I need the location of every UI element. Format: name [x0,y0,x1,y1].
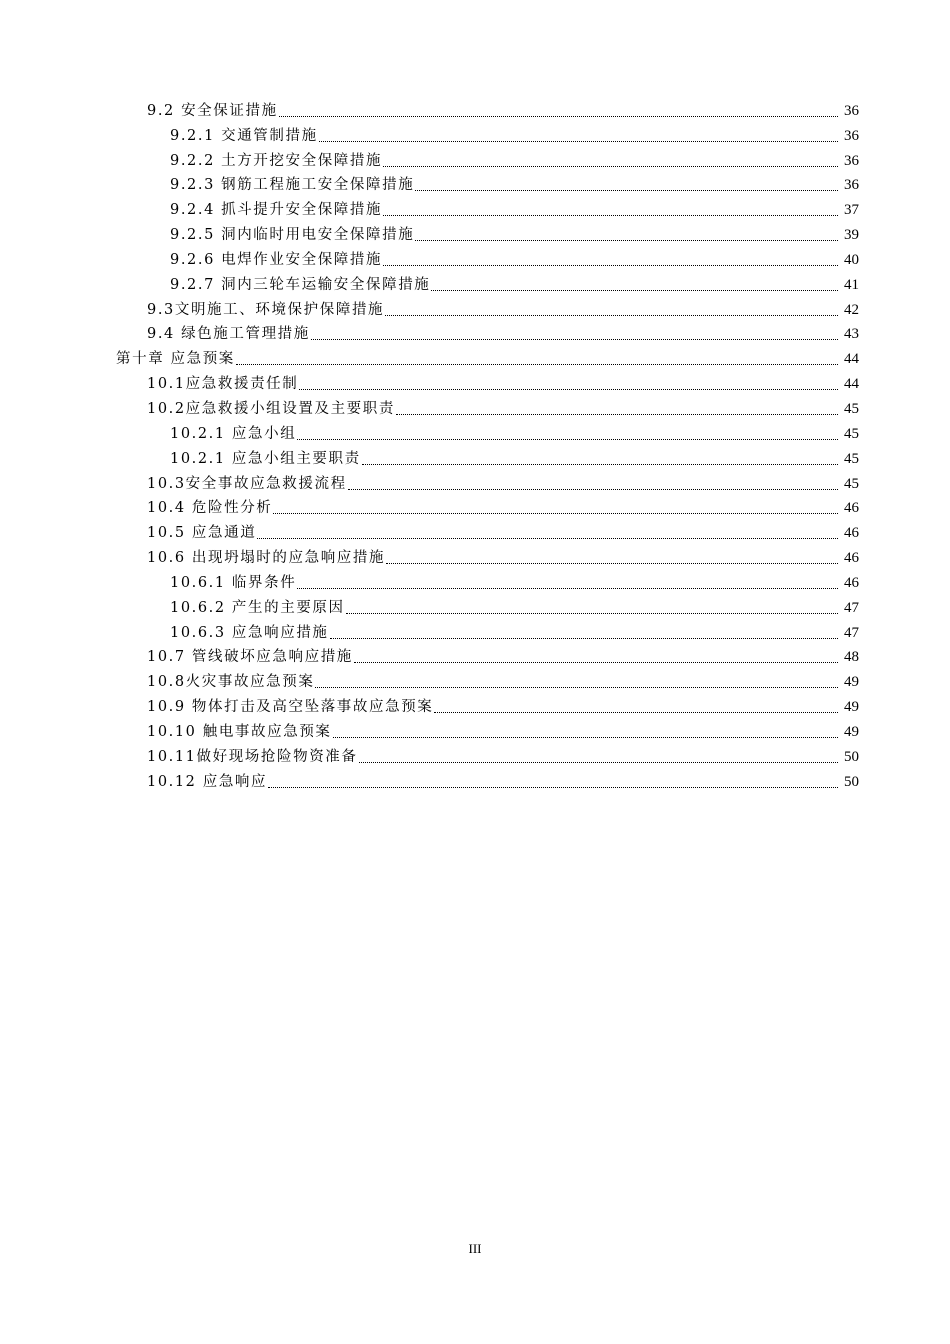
toc-entry[interactable] [0,518,950,543]
toc-entry[interactable] [0,543,950,568]
toc-entry-title: 9.2.7 洞内三轮车运输安全保障措施 [170,276,431,293]
toc-entry[interactable] [0,171,950,196]
toc-entry-page-number: 42 [844,301,859,318]
toc-entry-title: 9.2.3 钢筋工程施工安全保障措施 [170,177,415,194]
toc-entry[interactable] [0,96,950,121]
toc-entry-page-number: 50 [844,773,859,790]
toc-entry-title: 10.10 触电事故应急预案 [147,723,332,740]
page-number-footer: III [468,1241,482,1256]
toc-entry[interactable] [0,444,950,469]
toc-entry[interactable] [0,369,950,394]
toc-dot-leader [415,190,838,191]
toc-entry[interactable] [0,593,950,618]
toc-entry-title: 第十章 应急预案 [116,351,235,368]
toc-entry[interactable] [0,469,950,494]
toc-dot-leader [386,563,838,564]
toc-entry[interactable] [0,667,950,692]
toc-entry-page-number: 50 [844,748,859,765]
toc-dot-leader [273,513,838,514]
toc-entry[interactable] [0,494,950,519]
toc-entry[interactable] [0,270,950,295]
toc-entry-page-number: 46 [844,500,859,517]
toc-dot-leader [354,662,838,663]
toc-dot-leader [319,141,838,142]
toc-entry-page-number: 45 [844,425,859,442]
toc-entry[interactable] [0,767,950,792]
toc-dot-leader [431,290,838,291]
toc-entry[interactable] [0,344,950,369]
toc-entry-title: 10.7 管线破坏应急响应措施 [147,649,353,666]
toc-dot-leader [297,439,838,440]
toc-entry-page-number: 49 [844,723,859,740]
toc-entry-title: 9.2.4 抓斗提升安全保障措施 [170,202,383,219]
toc-entry[interactable] [0,245,950,270]
toc-entry[interactable] [0,320,950,345]
toc-entry-title: 10.6.2 产生的主要原因 [170,599,345,616]
toc-entry-page-number: 36 [844,102,859,119]
toc-entry-title: 9.2.1 交通管制措施 [170,127,318,144]
toc-dot-leader [330,638,838,639]
toc-entry-title: 10.2.1 应急小组主要职责 [170,450,361,467]
toc-dot-leader [385,315,838,316]
toc-entry-title: 10.6.3 应急响应措施 [170,624,329,641]
toc-entry-title: 9.2.2 土方开挖安全保障措施 [170,152,383,169]
toc-dot-leader [396,414,838,415]
toc-entry[interactable] [0,220,950,245]
toc-entry-page-number: 49 [844,699,859,716]
toc-entry-page-number: 46 [844,525,859,542]
toc-dot-leader [257,538,838,539]
toc-entry[interactable] [0,195,950,220]
toc-entry-title: 9.2 安全保证措施 [147,102,278,119]
toc-entry-title: 10.12 应急响应 [147,773,268,790]
toc-entry-page-number: 45 [844,450,859,467]
toc-dot-leader [279,116,838,117]
toc-entry-title: 10.1应急救援责任制 [147,376,299,393]
toc-entry-page-number: 36 [844,177,859,194]
toc-dot-leader [236,364,838,365]
toc-entry[interactable] [0,742,950,767]
toc-entry-page-number: 37 [844,202,859,219]
toc-entry-title: 9.4 绿色施工管理措施 [147,326,310,343]
toc-dot-leader [297,588,838,589]
toc-dot-leader [434,712,838,713]
toc-entry-title: 10.8火灾事故应急预案 [147,674,315,691]
toc-entry-title: 10.11做好现场抢险物资准备 [147,748,358,765]
toc-entry-page-number: 41 [844,276,859,293]
toc-entry-page-number: 40 [844,251,859,268]
toc-entry-page-number: 36 [844,152,859,169]
toc-entry[interactable] [0,394,950,419]
toc-dot-leader [268,787,838,788]
toc-entry-title: 10.3安全事故应急救援流程 [147,475,347,492]
toc-entry-page-number: 47 [844,624,859,641]
toc-entry[interactable] [0,295,950,320]
toc-entry-title: 10.6.1 临界条件 [170,574,297,591]
toc-dot-leader [315,687,838,688]
toc-entry[interactable] [0,568,950,593]
toc-entry-title: 9.3文明施工、环境保护保障措施 [147,301,385,318]
toc-dot-leader [383,265,838,266]
toc-entry-title: 10.5 应急通道 [147,525,257,542]
toc-entry-title: 10.9 物体打击及高空坠落事故应急预案 [147,699,434,716]
toc-entry-page-number: 46 [844,574,859,591]
toc-dot-leader [383,215,838,216]
toc-entry[interactable] [0,146,950,171]
toc-dot-leader [348,489,838,490]
toc-entry[interactable] [0,717,950,742]
toc-entry-title: 10.4 危险性分析 [147,500,273,517]
toc-entry-title: 9.2.5 洞内临时用电安全保障措施 [170,227,415,244]
toc-dot-leader [311,339,838,340]
toc-entry-page-number: 44 [844,351,859,368]
toc-entry[interactable] [0,121,950,146]
toc-entry-page-number: 45 [844,475,859,492]
toc-dot-leader [359,762,838,763]
toc-entry-title: 10.6 出现坍塌时的应急响应措施 [147,550,386,567]
toc-entry-page-number: 36 [844,127,859,144]
toc-entry[interactable] [0,643,950,668]
toc-dot-leader [362,464,838,465]
toc-entry-title: 10.2.1 应急小组 [170,425,297,442]
toc-entry-page-number: 39 [844,227,859,244]
toc-dot-leader [333,737,838,738]
toc-entry[interactable] [0,419,950,444]
toc-entry-title: 9.2.6 电焊作业安全保障措施 [170,251,383,268]
toc-entry[interactable] [0,618,950,643]
toc-dot-leader [346,613,838,614]
toc-entry-title: 10.2应急救援小组设置及主要职责 [147,400,395,417]
toc-entry-page-number: 46 [844,550,859,567]
toc-entry-page-number: 48 [844,649,859,666]
toc-dot-leader [415,240,838,241]
toc-entry[interactable] [0,692,950,717]
toc-entry-page-number: 47 [844,599,859,616]
toc-entry-page-number: 43 [844,326,859,343]
toc-dot-leader [299,389,838,390]
table-of-contents [0,96,950,792]
toc-dot-leader [383,166,838,167]
toc-entry-page-number: 44 [844,376,859,393]
toc-entry-page-number: 45 [844,400,859,417]
toc-entry-page-number: 49 [844,674,859,691]
